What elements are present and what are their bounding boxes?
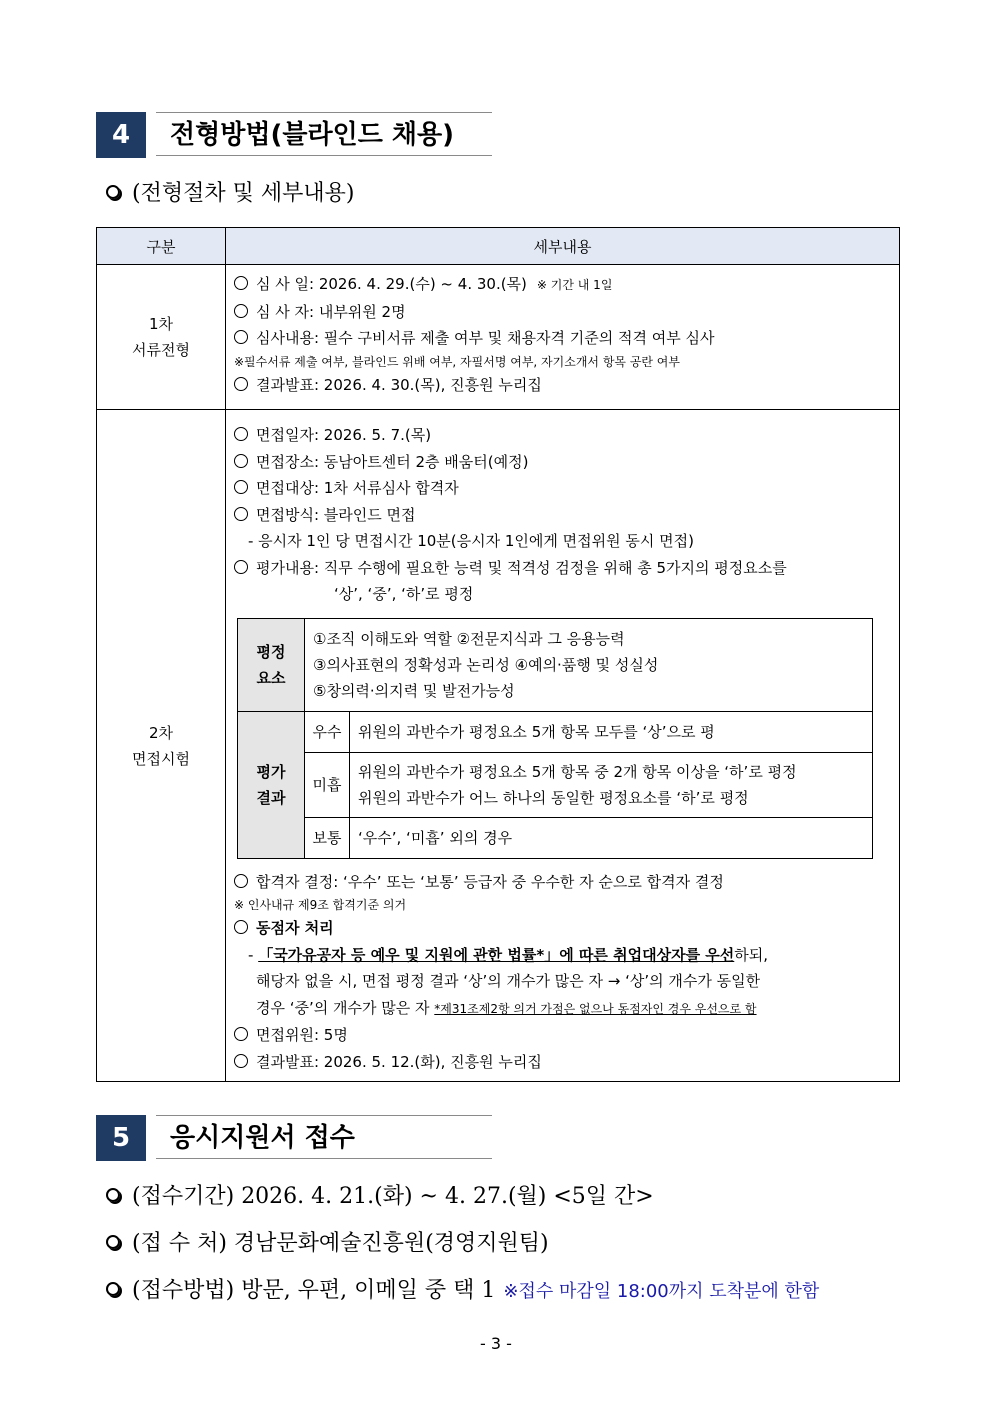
list-item: 면접위원: 5명 bbox=[234, 1022, 891, 1049]
required-docs-note: ※필수서류 제출 여부, 블라인드 위배 여부, 자필서명 여부, 자기소개서 항목 공란 여부 bbox=[234, 354, 680, 369]
list-item: 심사내용: 필수 구비서류 제출 여부 및 채용자격 기준의 적격 여부 심사 bbox=[234, 325, 891, 352]
page-number: - 3 - bbox=[480, 1334, 512, 1353]
list-item: 면접장소: 동남아트센터 2층 배움터(예정) bbox=[234, 449, 891, 476]
section-4-title: 전형방법(블라인드 채용) bbox=[156, 112, 492, 156]
category-interview: 2차 면접시험 bbox=[97, 410, 226, 1082]
grade-poor: 미흡 bbox=[305, 752, 350, 817]
list-item: ③의사표현의 정확성과 논리성 ④예의·품행 및 성실성 bbox=[313, 655, 659, 674]
application-period: (접수기간) 2026. 4. 21.(화) ~ 4. 27.(월) <5일 간> bbox=[106, 1179, 654, 1210]
circle-bullet-icon bbox=[106, 1282, 120, 1296]
list-item: 합격자 결정: ‘우수’ 또는 ‘보통’ 등급자 중 우수한 자 순으로 합격자 결정 bbox=[234, 869, 891, 896]
table-row-interview bbox=[97, 410, 900, 1082]
category-document-screening: 1차 서류전형 bbox=[97, 265, 226, 410]
list-item: 결과발표: 2026. 5. 12.(화), 진흥원 누리집 bbox=[234, 1049, 891, 1076]
tie-breaker-line-2: 해당자 없을 시, 면접 평정 결과 ‘상’의 개수가 많은 자 → ‘상’의 개수가 동일한 bbox=[256, 972, 761, 990]
grade-excellent-desc: 위원의 과반수가 평정요소 5개 항목 모두를 ‘상’으로 평 bbox=[350, 711, 873, 752]
grade-normal-desc: ‘우수’, ‘미흡’ 외의 경우 bbox=[350, 817, 873, 858]
deadline-note: ※접수 마감일 18:00까지 도착분에 한함 bbox=[503, 1281, 820, 1302]
pass-criteria-note: ※ 인사내규 제9조 합격기준 의거 bbox=[234, 898, 407, 912]
circle-bullet-icon bbox=[106, 1188, 120, 1202]
section-5-number: 5 bbox=[96, 1115, 146, 1161]
section-4-number: 4 bbox=[96, 112, 146, 158]
list-item: ⑤창의력·의지력 및 발전가능성 bbox=[313, 681, 515, 700]
list-item: 심 사 일: 2026. 4. 29.(수) ~ 4. 30.(목) ※ 기간 내 1일 bbox=[234, 271, 891, 299]
list-item: 평가내용: 직무 수행에 필요한 능력 및 적격성 검정을 위해 총 5가지의 평정요소를 bbox=[234, 555, 891, 582]
list-item: ①조직 이해도와 역할 ②전문지식과 그 응용능력 bbox=[313, 629, 625, 648]
table-header-category: 구분 bbox=[97, 228, 226, 265]
grade-excellent: 우수 bbox=[305, 711, 350, 752]
circle-bullet-icon bbox=[106, 1235, 120, 1249]
elements-label: 평정 요소 bbox=[238, 618, 305, 711]
results-label: 평가 결과 bbox=[238, 711, 305, 858]
grade-poor-desc: 위원의 과반수가 평정요소 5개 항목 중 2개 항목 이상을 ‘하’로 평정 위원의 과반수가 어느 하나의 동일한 평정요소를 ‘하’로 평정 bbox=[350, 752, 873, 817]
list-item: 면접방식: 블라인드 면접 bbox=[234, 502, 891, 529]
grade-normal: 보통 bbox=[305, 817, 350, 858]
section-5-title: 응시지원서 접수 bbox=[156, 1115, 492, 1159]
list-item: 심 사 자: 내부위원 2명 bbox=[234, 299, 891, 326]
table-header-detail: 세부내용 bbox=[226, 228, 900, 265]
application-method: (접수방법) 방문, 우편, 이메일 중 택 1 ※접수 마감일 18:00까지 도착분에 한함 bbox=[106, 1273, 819, 1304]
eval-line-2: ‘상’, ‘중’, ‘하’로 평정 bbox=[334, 585, 474, 603]
list-item: 면접대상: 1차 서류심사 합격자 bbox=[234, 475, 891, 502]
circle-bullet-icon bbox=[106, 185, 120, 199]
detail-document-screening bbox=[226, 265, 900, 410]
list-item: 면접일자: 2026. 5. 7.(목) bbox=[234, 422, 891, 449]
evaluation-criteria-table bbox=[237, 618, 873, 859]
selection-process-table bbox=[96, 227, 900, 1082]
detail-interview bbox=[226, 410, 900, 1082]
list-item: 결과발표: 2026. 4. 30.(목), 진흥원 누리집 bbox=[234, 372, 891, 399]
table-row-document-screening bbox=[97, 265, 900, 410]
section-4-subheading: (전형절차 및 세부내용) bbox=[106, 176, 354, 207]
tie-breaker-line-1: - 「국가유공자 등 예우 및 지원에 관한 법률*」에 따른 취업대상자를 우선하되, bbox=[248, 945, 769, 964]
tie-breaker-line-3: 경우 ‘중’의 개수가 많은 자 *제31조제2항 의거 가점은 없으나 동점자인 경우 우선으로 함 bbox=[256, 998, 757, 1017]
interview-time-note: - 응시자 1인 당 면접시간 10분(응시자 1인에게 면접위원 동시 면접) bbox=[248, 532, 694, 550]
application-place: (접 수 처) 경남문화예술진흥원(경영지원팀) bbox=[106, 1226, 549, 1257]
evaluation-elements bbox=[305, 618, 873, 711]
tie-breaker-title: 동점자 처리 bbox=[234, 915, 891, 942]
